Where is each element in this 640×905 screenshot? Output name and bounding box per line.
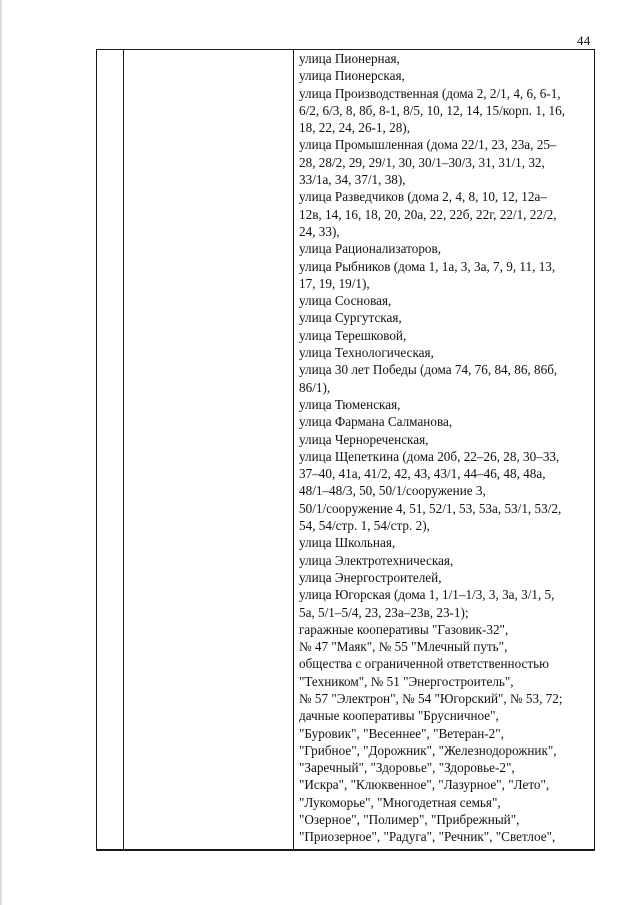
text-line: улица Пионерная,	[299, 51, 400, 66]
text-line: 33/1а, 34, 37/1, 38),	[299, 172, 406, 188]
text-line: "Лукоморье", "Многодетная семья",	[299, 794, 501, 810]
text-line: улица Сургутская,	[299, 310, 402, 326]
text-line: улица Чернореченская,	[299, 431, 429, 447]
page-number: 44	[577, 33, 591, 48]
text-line: улица Щепеткина (дома 20б, 22–26, 28, 30–33,	[299, 448, 560, 464]
text-line: 17, 19, 19/1),	[299, 275, 370, 291]
text-line: улица Разведчиков (дома 2, 4, 8, 10, 12, 12а–	[299, 189, 547, 205]
text-line: № 47 "Маяк", № 55 "Млечный путь",	[299, 639, 508, 655]
text-line: "Заречный", "Здоровье", "Здоровье-2",	[299, 760, 515, 776]
address-cell	[299, 50, 593, 846]
text-line: "Искра", "Клюквенное", "Лазурное", "Лето",	[299, 777, 550, 793]
text-line: улица Технологическая,	[299, 345, 434, 361]
text-line: улица Рационализаторов,	[299, 241, 442, 257]
text-line: улица 30 лет Победы (дома 74, 76, 84, 86, 86б,	[299, 362, 558, 378]
text-line: "Озерное", "Полимер", "Прибрежный",	[299, 812, 520, 828]
text-line: № 57 "Электрон", № 54 "Югорский", № 53, 72;	[299, 690, 563, 706]
text-line: "Приозерное", "Радуга", "Речник", "Светлое",	[299, 829, 556, 845]
text-line: "Техником", № 51 "Энергостроитель",	[299, 673, 514, 689]
text-line: улица Сосновая,	[299, 293, 392, 309]
column-divider-1	[123, 50, 124, 850]
text-line: 24, 33),	[299, 223, 340, 239]
text-line: улица Тюменская,	[299, 396, 401, 412]
text-line: улица Энергостроителей,	[299, 569, 442, 585]
text-line: 50/1/сооружение 4, 51, 52/1, 53, 53а, 53/1, 53/2,	[299, 500, 562, 516]
text-line: общества с ограниченной ответственностью	[299, 656, 549, 672]
text-line: 12в, 14, 16, 18, 20, 20а, 22, 22б, 22г, 22/1, 22/2,	[299, 206, 557, 222]
text-line: улица Рыбников (дома 1, 1а, 3, 3а, 7, 9, 11, 13,	[299, 258, 556, 274]
text-line: 5а, 5/1–5/4, 23, 23а–23в, 23-1);	[299, 604, 469, 620]
text-line: улица Фармана Салманова,	[299, 414, 453, 430]
text-line: 48/1–48/3, 50, 50/1/сооружение 3,	[299, 483, 486, 499]
text-line: улица Электротехническая,	[299, 552, 454, 568]
text-line: улица Югорская (дома 1, 1/1–1/3, 3, 3а, 3/1, 5,	[299, 587, 555, 603]
text-line: улица Пионерская,	[299, 68, 405, 84]
text-line: 6/2, 6/3, 8, 8б, 8-1, 8/5, 10, 12, 14, 15/корп. 1, 16,	[299, 102, 566, 118]
text-line: 18, 22, 24, 26-1, 28),	[299, 120, 410, 136]
column-divider-2	[293, 50, 294, 850]
text-line: улица Производственная (дома 2, 2/1, 4, 6, 6-1,	[299, 85, 561, 101]
table-bottom-border	[97, 849, 594, 850]
text-line: "Буровик", "Весеннее", "Ветеран-2",	[299, 725, 504, 741]
text-line: гаражные кооперативы "Газовик-32",	[299, 621, 509, 637]
text-line: улица Промышленная (дома 22/1, 23, 23а, 25–	[299, 137, 557, 153]
text-line: 86/1),	[299, 379, 331, 395]
text-line: 28, 28/2, 29, 29/1, 30, 30/1–30/3, 31, 31/1, 32,	[299, 154, 545, 170]
text-line: улица Терешковой,	[299, 327, 407, 343]
address-table	[96, 49, 595, 851]
text-line: "Грибное", "Дорожник", "Железнодорожник",	[299, 742, 557, 758]
text-line: дачные кооперативы "Брусничное",	[299, 708, 499, 724]
scan-edge-shadow	[0, 0, 3, 905]
text-line: 54, 54/стр. 1, 54/стр. 2),	[299, 518, 430, 534]
text-line: 37–40, 41а, 41/2, 42, 43, 43/1, 44–46, 48, 48а,	[299, 466, 546, 482]
text-line: улица Школьная,	[299, 535, 396, 551]
